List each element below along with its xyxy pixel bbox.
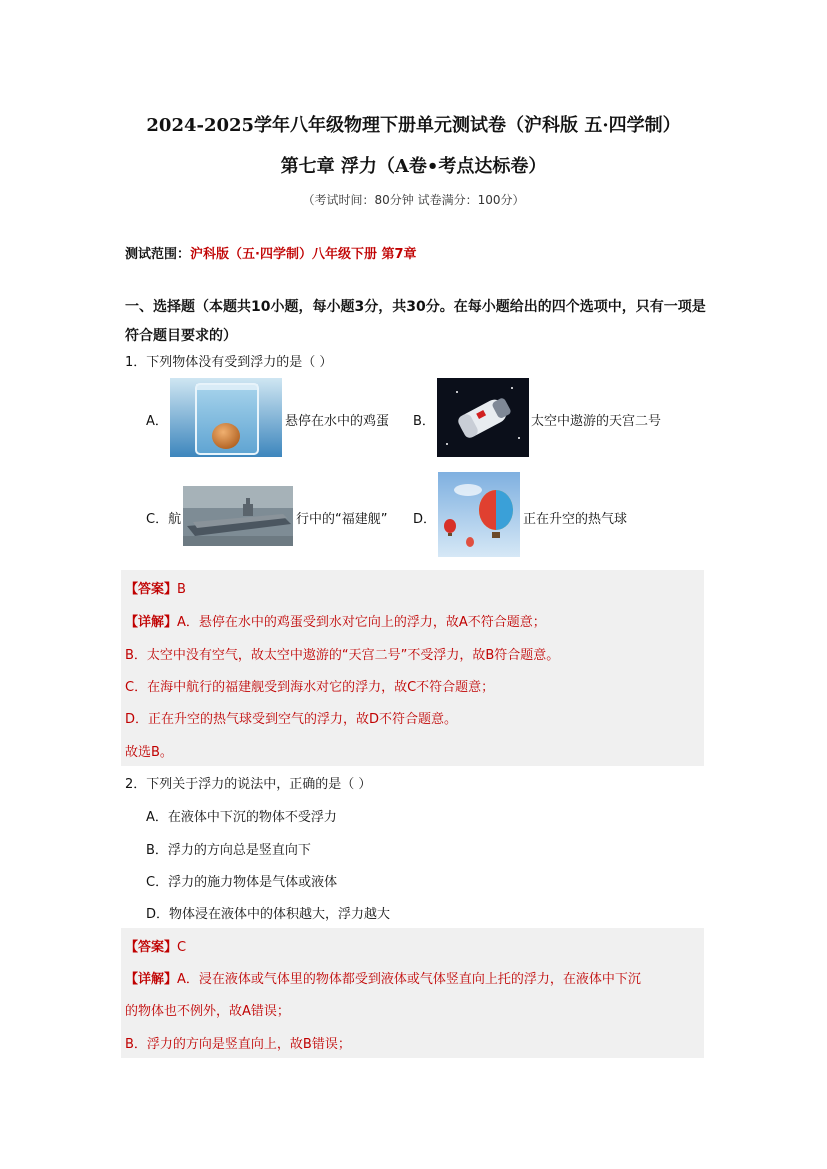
- q2-option-b: B．浮力的方向总是竖直向下: [146, 843, 311, 858]
- q1-answer-value: B: [177, 582, 186, 597]
- q1-option-b-label: B．: [413, 414, 435, 429]
- q2-detail-1: [125, 968, 641, 987]
- q1-option-c-label: C．航: [146, 512, 182, 527]
- space-station-image: [437, 378, 529, 457]
- q2-answer-value: C: [177, 940, 187, 955]
- q1-answer-box: [121, 570, 704, 766]
- aircraft-carrier-image: [183, 486, 293, 546]
- q1-conclusion: 故选B。: [125, 745, 173, 760]
- q2-option-d: D．物体浸在液体中的体积越大，浮力越大: [146, 907, 391, 922]
- q1-detail-1-text: A．悬停在水中的鸡蛋受到水对它向上的浮力，故A不符合题意；: [177, 615, 546, 630]
- q1-detail-3: C．在海中航行的福建舰受到海水对它的浮力，故C不符合题意；: [125, 680, 495, 695]
- q1-option-a-label: A．: [146, 414, 168, 429]
- exam-title: 2024-2025学年八年级物理下册单元测试卷（沪科版 五·四学制）: [146, 115, 681, 136]
- chapter-title: 第七章 浮力（A卷•考点达标卷）: [280, 156, 547, 177]
- hot-air-balloon-image: [438, 472, 520, 557]
- q1-detail-1: [125, 611, 546, 630]
- q1-detail-4: D．正在升空的热气球受到空气的浮力，故D不符合题意。: [125, 712, 458, 727]
- q1-option-a-text: 悬停在水中的鸡蛋: [285, 414, 390, 429]
- q1-option-d-text: 正在升空的热气球: [523, 512, 628, 527]
- q2-detail-1-cont: 的物体也不例外，故A错误；: [125, 1004, 290, 1019]
- q2-stem: 2．下列关于浮力的说法中，正确的是（ ）: [125, 777, 372, 792]
- q1-detail-2: B．太空中没有空气，故太空中遨游的“天宫二号”不受浮力，故B符合题意。: [125, 648, 560, 663]
- q1-option-d-label: D．: [413, 512, 437, 527]
- q1-answer-tag: 【答案】: [125, 582, 178, 597]
- q2-detail-1-text: A．浸在液体或气体里的物体都受到液体或气体竖直向上托的浮力，在液体中下沉: [177, 972, 641, 987]
- q1-answer: [125, 578, 186, 597]
- q2-detail-tag: 【详解】: [125, 972, 178, 987]
- scope-value: 沪科版（五·四学制）八年级下册 第7章: [190, 247, 417, 262]
- q2-option-a: A．在液体中下沉的物体不受浮力: [146, 810, 337, 825]
- q2-answer-tag: 【答案】: [125, 940, 178, 955]
- q1-stem: 1．下列物体没有受到浮力的是（ ）: [125, 355, 333, 370]
- q1-detail-tag: 【详解】: [125, 615, 178, 630]
- q1-option-c-text: 行中的“福建舰”: [296, 512, 388, 527]
- scope-label: 测试范围：: [125, 247, 191, 262]
- q2-option-c: C．浮力的施力物体是气体或液体: [146, 875, 338, 890]
- q1-option-b-text: 太空中遨游的天宫二号: [531, 414, 662, 429]
- egg-in-water-image: [170, 378, 282, 457]
- q2-detail-2: B．浮力的方向是竖直向上，故B错误；: [125, 1037, 351, 1052]
- test-scope: [125, 243, 417, 262]
- q2-answer: [125, 936, 186, 955]
- exam-info: （考试时间：80分钟 试卷满分：100分）: [302, 193, 525, 207]
- section-heading: 一、选择题（本题共10小题，每小题3分，共30分。在每小题给出的四个选项中，只有一项是符合题目要求的）: [125, 299, 706, 344]
